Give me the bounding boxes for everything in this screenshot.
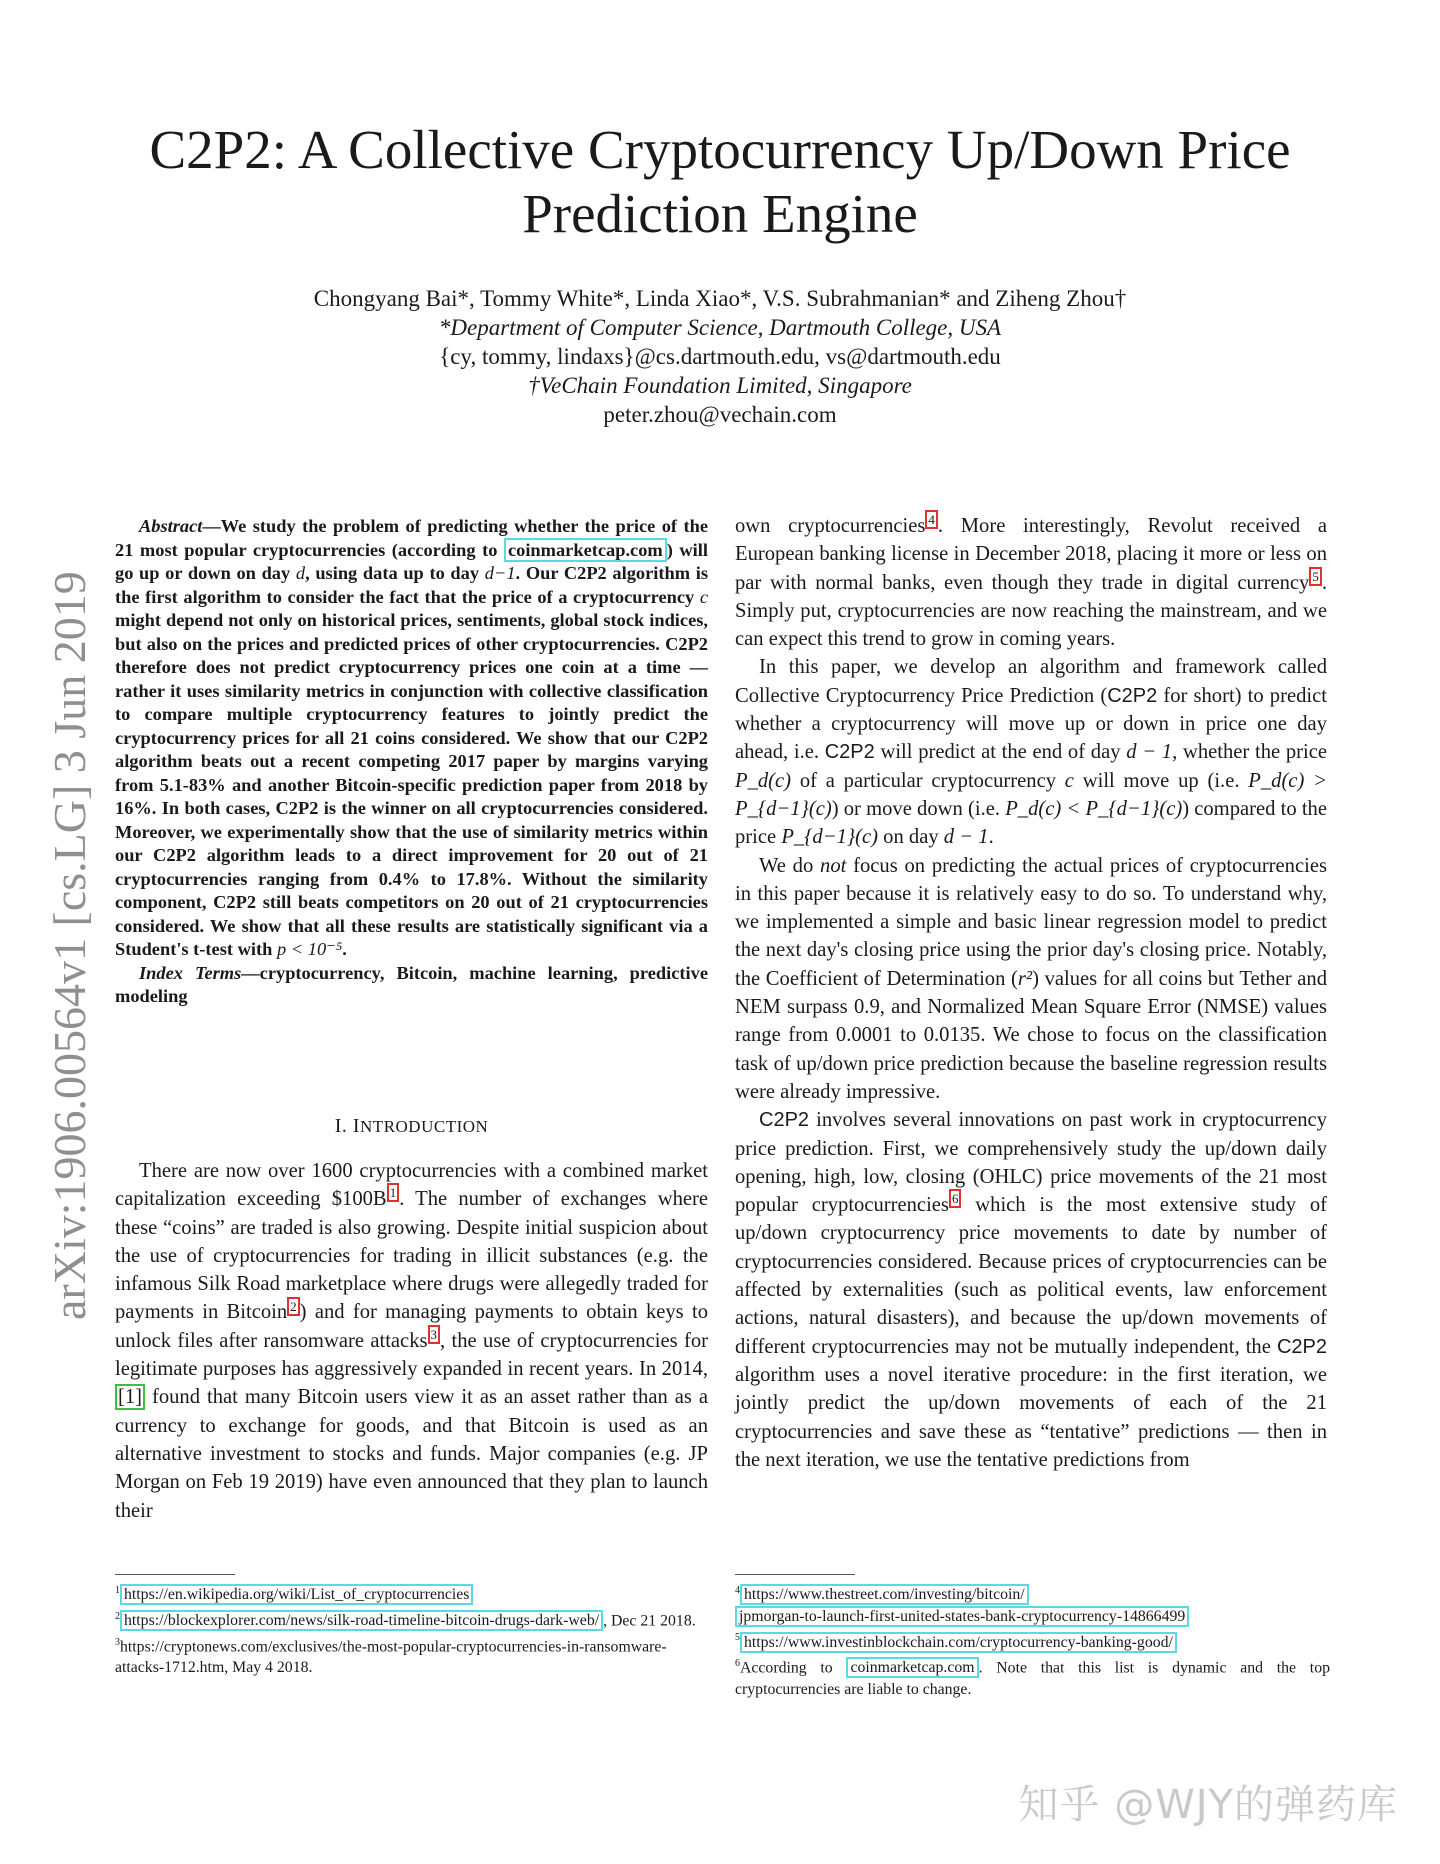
footnote-suffix: , Dec 21 2018. (603, 1612, 696, 1630)
footnote-ref-5[interactable]: 5 (1309, 567, 1322, 586)
section-first-letter: I (352, 1115, 361, 1137)
footnote-3 (115, 1632, 715, 1679)
footnote-rule-right (735, 1574, 855, 1575)
zhihu-watermark: 知乎 @WJY的弹药库 (1018, 1782, 1398, 1828)
math-c: c (699, 586, 708, 607)
email-2: peter.zhou@vechain.com (603, 402, 837, 427)
footnote-link-1[interactable]: https://en.wikipedia.org/wiki/List_of_cryptocurrencies (120, 1584, 473, 1605)
section-rest: NTRODUCTION (360, 1117, 489, 1136)
right-text-11: ) compared to the price (735, 797, 1327, 849)
intro-text-5: found that many Bitcoin users view it as an asset rather than as a currency to exchange for goods, and that Bitcoin is used as an alternative investment to stocks and funds. Major companies (e.g. JP Morgan on Feb 19 2019) have even announced that they plan to launch their (115, 1386, 708, 1522)
right-text-17: involves several innovations on past work in cryptocurrency price prediction. First, we comprehensively study the up/down daily opening, high, low, closing (OHLC) price movements of the 21 most popular cryptocurrencies (735, 1109, 1327, 1217)
right-text-16: ) values for all coins but Tether and NEM surpass 0.9, and Normalized Mean Square Error (NMSE) values range from 0.0001 to 0.0135. We chose to focus on the classification task of up/down price prediction because the baseline regression results were already impressive. (735, 967, 1327, 1103)
abstract-text-1: We study the problem of predicting whether the price of the 21 most popular cryptocurrencies (according to (115, 516, 708, 560)
emphasis-not: not (820, 854, 847, 877)
right-text-10: ) or move down (i.e. (831, 797, 1006, 820)
footnote-num: 5 (735, 1632, 740, 1644)
c2p2-term: C2P2 (824, 741, 875, 764)
right-text-9: will move up (i.e. (1073, 769, 1249, 792)
math-d-minus-1: d−1 (484, 563, 516, 583)
affiliation-2: †VeChain Foundation Limited, Singapore (528, 373, 912, 398)
abstract-text-5: might depend not only on historical prices, sentiments, global stock indices, but also on the prices and predicted prices of other cryptocurrencies. C2P2 therefore does not predict cryptocurrency prices one coin at a time — rather it uses similarity metrics in conjunction with collective classification to compare multiple cryptocurrency features to jointly predict the cryptocurrency prices for all 21 coins considered. We show that our C2P2 algorithm beats out a recent competing 2017 paper by margins varying from 5.1-83% and another Bitcoin-specific prediction paper from 2018 by 16%. In both cases, C2P2 is the winner on all cryptocurrencies considered. Moreover, we experimentally show that the use of similarity metrics within our C2P2 algorithm leads to a direct improvement for 20 out of 21 cryptocurrencies ranging from 0.4% to 17.8%. Without the similarity component, C2P2 still beats competitors on 20 out of 21 cryptocurrencies considered. We show that all these results are statistically significant via a Student's t-test with (115, 610, 708, 959)
footnote-text: . Note that this list is dynamic and the top cryptocurrencies are liable to change. (735, 1659, 1330, 1698)
footnote-rule-left (115, 1574, 235, 1575)
intro-text-2: . The number of exchanges where these “coins” are traded is also growing. Despite initial suspicion about the use of cryptocurrencies for trading in illicit substances (e.g. the infamous Silk Road marketplace where drugs were allegedly traded for payments in Bitcoin (115, 1188, 709, 1324)
right-column-body (735, 512, 1327, 1474)
intro-paragraph (115, 1157, 708, 1525)
footnote-num: 3 (115, 1636, 120, 1648)
math-c: c (1064, 769, 1074, 792)
footnote-num: 1 (115, 1585, 120, 1596)
footnote-ref-3[interactable]: 3 (428, 1325, 441, 1344)
right-text-3: . Simply put, cryptocurrencies are now reaching the mainstream, and we can expect this trend to grow in coming years. (735, 571, 1327, 651)
footnote-ref-4[interactable]: 4 (925, 510, 938, 529)
footnote-ref-6[interactable]: 6 (949, 1189, 962, 1208)
email-1: {cy, tommy, lindaxs}@cs.dartmouth.edu, vs@dartmouth.edu (439, 344, 1001, 369)
c2p2-term: C2P2 (1107, 684, 1158, 707)
footnote-6 (735, 1653, 1330, 1700)
footnote-4 (735, 1580, 1330, 1627)
footnote-5 (735, 1627, 1330, 1653)
footnote-link-6[interactable]: coinmarketcap.com (846, 1657, 978, 1678)
abstract-label: Abstract (139, 516, 203, 536)
intro-text-4: , the use of cryptocurrencies for legitimate purposes has aggressively expanded in recent years. In 2014, (115, 1329, 708, 1381)
index-terms-label: Index Terms (139, 962, 242, 983)
title-line-1: C2P2: A Collective Cryptocurrency Up/Down Price (149, 119, 1291, 180)
math-pvalue: p < 10⁻⁵ (276, 939, 343, 959)
footnote-suffix: , May 4 2018. (224, 1659, 313, 1677)
c2p2-term: C2P2 (759, 1109, 810, 1132)
c2p2-term: C2P2 (1276, 1335, 1327, 1358)
index-terms-text: —cryptocurrency, Bitcoin, machine learning, predictive modeling (115, 962, 708, 1006)
footnote-num: 4 (735, 1585, 740, 1596)
footnote-num: 6 (735, 1658, 740, 1670)
footnote-link-4b[interactable]: jpmorgan-to-launch-first-united-states-bank-cryptocurrency-14866499 (735, 1606, 1189, 1627)
math-d: d (295, 563, 306, 583)
math-inequality-down: P_d(c) < P_{d−1}(c) (1005, 797, 1183, 820)
right-text-13: . (988, 826, 994, 849)
section-number: I. (334, 1115, 353, 1137)
right-text-19: algorithm uses a novel iterative procedure: in the first iteration, we jointly predict the up/down movements of each of the 21 cryptocurrencies and save these as “tentative” predictions — then in the next iteration, we use the tentative predictions from (735, 1363, 1327, 1471)
coinmarketcap-link[interactable]: coinmarketcap.com (504, 538, 667, 562)
right-text-2: . More interestingly, Revolut received a European banking license in December 2018, placing it more or less on par with normal banks, even though they trade in digital currency (735, 515, 1327, 594)
abstract-text-3: , using data up to day (305, 563, 485, 583)
abstract (115, 515, 708, 1009)
right-text-5: for short) to predict whether a cryptocurrency will move up or down in price one day ahead, i.e. (735, 684, 1327, 764)
abstract-dash: — (202, 516, 221, 536)
right-text-18: which is the most extensive study of up/down cryptocurrency price movements to date by number of cryptocurrencies considered. Because prices of cryptocurrencies can be affected by externalities (such as political events, law enforcement actions, natural disasters), and because the up/down movements of different cryptocurrencies may not be mutually independent, the (735, 1194, 1327, 1358)
abstract-text-6: . (342, 939, 347, 959)
arxiv-stamp: arXiv:1906.00564v1 [cs.LG] 3 Jun 2019 (44, 571, 95, 1320)
footnote-link-5[interactable]: https://www.investinblockchain.com/cryptocurrency-banking-good/ (740, 1632, 1177, 1653)
footnote-ref-1[interactable]: 1 (387, 1183, 400, 1202)
footnote-link-3[interactable]: https://cryptonews.com/exclusives/the-most-popular-cryptocurrencies-in-ransomware-attacks-1712.htm (115, 1637, 667, 1677)
intro-text-1: There are now over 1600 cryptocurrencies with a combined market capitalization exceeding $100B (115, 1160, 708, 1211)
footnote-link-2[interactable]: https://blockexplorer.com/news/silk-road-timeline-bitcoin-drugs-dark-web/ (120, 1610, 603, 1631)
section-heading-introduction (115, 1115, 708, 1138)
right-text-1: own cryptocurrencies (735, 515, 926, 537)
author-block (0, 284, 1440, 429)
math-pdc: P_d(c) (735, 769, 792, 792)
abstract-text-4: . Our C2P2 algorithm is the first algorithm to consider the fact that the price of a cryptocurrency (115, 563, 708, 607)
footnote-link-4a[interactable]: https://www.thestreet.com/investing/bitcoin/ (740, 1584, 1029, 1605)
intro-text-3: ) and for managing payments to obtain keys to unlock files after ransomware attacks (115, 1301, 708, 1352)
right-text-8: of a particular cryptocurrency (791, 769, 1065, 792)
footnote-ref-2[interactable]: 2 (287, 1297, 300, 1316)
math-pd-minus-1: P_{d−1}(c) (781, 826, 879, 849)
paper-title (0, 118, 1440, 246)
right-text-15: focus on predicting the actual prices of cryptocurrencies in this paper because it is relatively easy to do so. To understand why, we implemented a simple and basic linear regression model to predict the next day's closing price using the prior day's closing price. Notably, the Coefficient of Determination ( (735, 854, 1327, 990)
abstract-text-2: ) will go up or down on day (115, 539, 708, 583)
citation-1[interactable]: [1] (115, 1384, 145, 1410)
affiliation-1: *Department of Computer Science, Dartmouth College, USA (438, 315, 1002, 340)
math-inequality-up: P_d(c) > P_{d−1}(c) (735, 769, 1327, 820)
math-d-minus-1: d − 1 (943, 826, 989, 849)
author-names: Chongyang Bai*, Tommy White*, Linda Xiao*, V.S. Subrahmanian* and Ziheng Zhou† (313, 286, 1127, 311)
right-text-6: will predict at the end of day (874, 741, 1127, 764)
footnote-num: 2 (115, 1610, 120, 1622)
title-line-2: Prediction Engine (522, 183, 918, 244)
footnote-text: According to (740, 1659, 847, 1677)
right-text-7: , whether the price (1172, 741, 1327, 764)
footnote-1 (115, 1580, 715, 1606)
math-d-minus-1: d − 1 (1126, 741, 1173, 764)
footnote-2 (115, 1606, 715, 1632)
right-text-14: We do (759, 854, 821, 877)
right-text-4: In this paper, we develop an algorithm and framework called Collective Cryptocurrency Price Prediction ( (735, 656, 1327, 707)
footnotes-left (115, 1580, 715, 1679)
footnotes-right (735, 1580, 1330, 1700)
math-r-squared: r² (1017, 967, 1033, 990)
right-text-12: on day (878, 826, 944, 849)
